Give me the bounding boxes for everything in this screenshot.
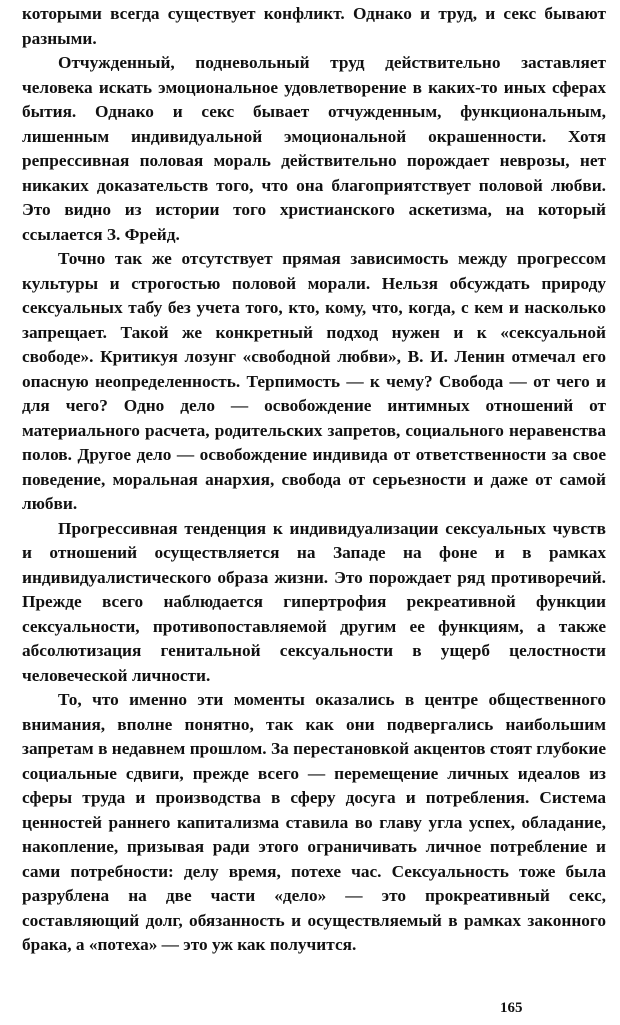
paragraph-4: Прогрессивная тенденция к индивидуализации сексуальных чувств и отношений осуществляется на Западе на фоне и в рамках индивидуалистического образа жизни. Это порождает ряд противоречий. Прежде всего наблюдается гипертрофия рекреативной функции сексуальности, противопоставляемой другим ее функциям, а также абсолютизация генитальной сексуальности в ущерб целостности человеческой личности. [22, 518, 606, 685]
paragraph-2: Отчужденный, подневольный труд действительно заставляет человека искать эмоциональное удовлетворение в каких-то иных сферах бытия. Однако и секс бывает отчужденным, функциональным, лишенным индивидуальной эмоциональной окрашенности. Хотя репрессивная половая мораль действительно порождает неврозы, нет никаких доказательств того, что она благоприятствует половой любви. Это видно из истории того христианского аскетизма, на который ссылается З. Фрейд. [22, 53, 606, 244]
paragraph-1: которыми всегда существует конфликт. Однако и труд, и секс бывают разными. [22, 4, 606, 48]
paragraph-5: То, что именно эти моменты оказались в центре общественного внимания, вполне понятно, так как они подвергались наибольшим запретам в недавнем прошлом. За перестановкой акцентов стоят глубокие социальные сдвиги, прежде всего — перемещение личных идеалов из сферы труда и производства в сферу досуга и потребления. Система ценностей раннего капитализма ставила во главу угла успех, обладание, накопление, призывая ради этого ограничивать личное потребление и сами потребности: делу время, потехе час. Сексуальность тоже была разрублена на две части «дело» — это прокреативный секс, составляющий долг, обязанность и осуществляемый в рамках законного брака, а «потеха» — это уж как получится. [22, 690, 606, 954]
paragraph-3: Точно так же отсутствует прямая зависимость между прогрессом культуры и строгостью половой морали. Нельзя обсуждать природу сексуальных табу без учета того, кто, кому, что, когда, с кем и насколько запрещает. Такой же конкретный подход нужен и к «сексуальной свободе». Критикуя лозунг «свободной любви», В. И. Ленин отмечал его опасную неопределенность. Терпимость — к чему? Свобода — от чего и для чего? Одно дело — освобождение интимных отношений от материального расчета, родительских запретов, социального неравенства полов. Другое дело — освобождение индивида от ответственности за свое поведение, моральная анархия, свобода от серьезности и даже от самой любви. [22, 249, 606, 513]
body-text [22, 2, 606, 958]
page-number: 165 [500, 1000, 523, 1016]
